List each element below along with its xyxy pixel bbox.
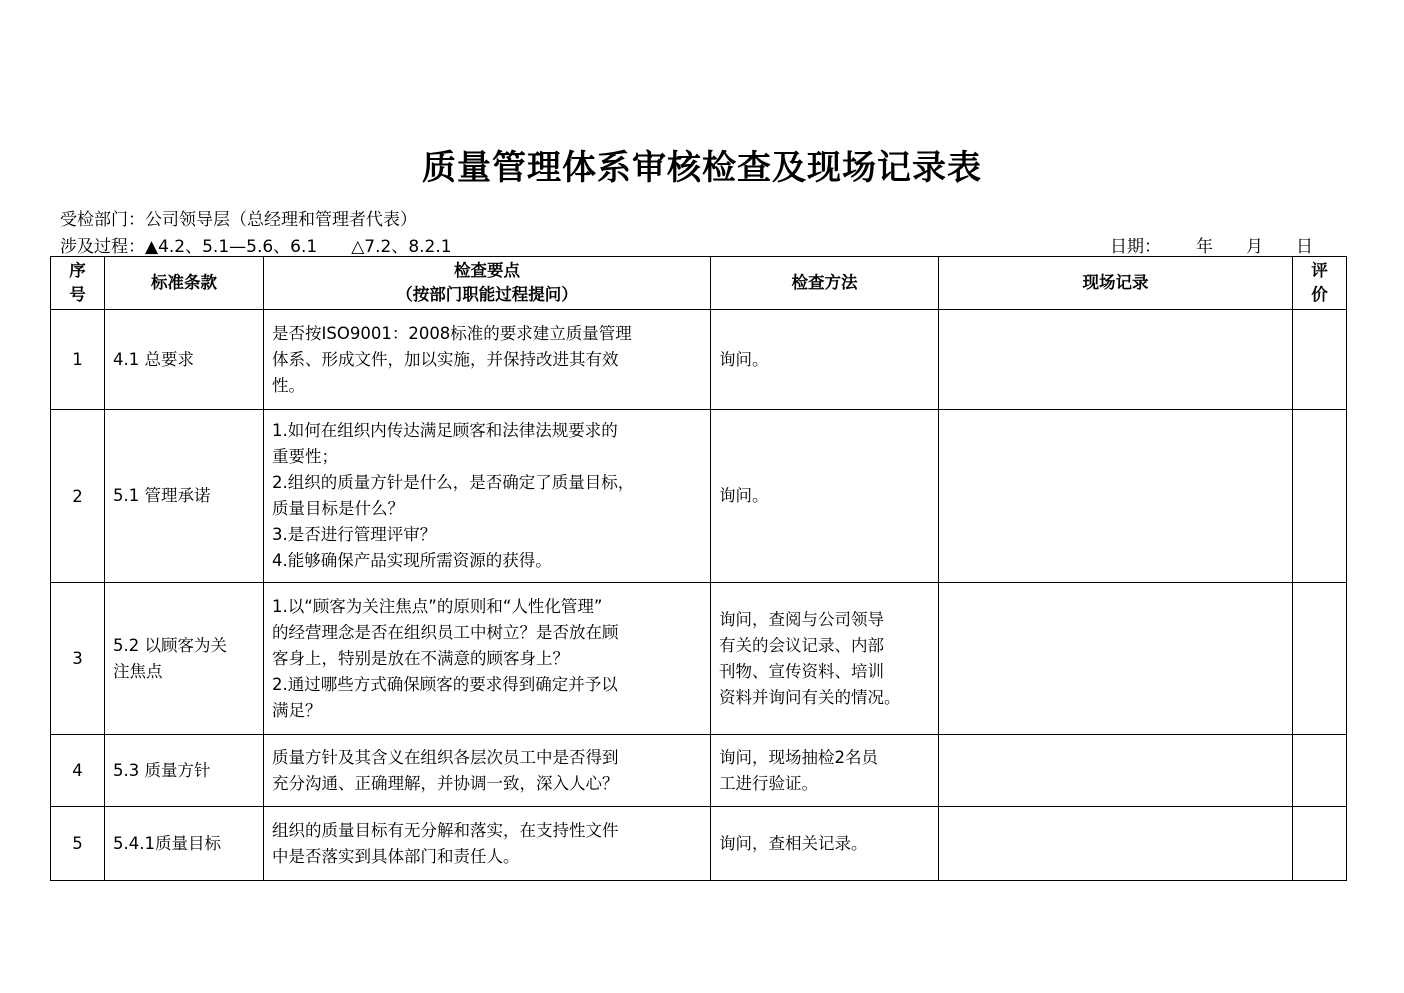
row-number: 3 <box>51 583 105 735</box>
table-row <box>51 735 1347 807</box>
inspection-points: 1.如何在组织内传达满足顾客和法律法规要求的 重要性； 2.组织的质量方针是什么，是否确定了质量目标， 质量目标是什么？ 3.是否进行管理评审？ 4.能够确保产品实现所需资源的获得。 <box>264 410 711 583</box>
row-number: 4 <box>51 735 105 807</box>
standard-clause: 4.1 总要求 <box>105 310 264 410</box>
row-number: 5 <box>51 807 105 881</box>
onsite-record-cell[interactable] <box>939 807 1293 881</box>
inspection-method: 询问，查阅与公司领导 有关的会议记录、内部 刊物、宣传资料、培训 资料并询问有关的情况。 <box>711 583 939 735</box>
evaluation-cell[interactable] <box>1293 310 1347 410</box>
date-label: 日期： <box>1110 237 1161 257</box>
header-clause: 标准条款 <box>105 257 264 310</box>
inspected-department: 受检部门：公司领导层（总经理和管理者代表） <box>60 210 417 230</box>
table-row <box>51 410 1347 583</box>
onsite-record-cell[interactable] <box>939 583 1293 735</box>
onsite-record-cell[interactable] <box>939 310 1293 410</box>
date-year: 年 <box>1196 237 1213 257</box>
table-row <box>51 807 1347 881</box>
standard-clause: 5.1 管理承诺 <box>105 410 264 583</box>
table-row <box>51 583 1347 735</box>
inspection-method: 询问，现场抽检2名员 工进行验证。 <box>711 735 939 807</box>
evaluation-cell[interactable] <box>1293 410 1347 583</box>
row-number: 1 <box>51 310 105 410</box>
inspection-method: 询问，查相关记录。 <box>711 807 939 881</box>
standard-clause: 5.2 以顾客为关 注焦点 <box>105 583 264 735</box>
inspection-points: 质量方针及其含义在组织各层次员工中是否得到 充分沟通、正确理解，并协调一致，深入人心？ <box>264 735 711 807</box>
inspection-method: 询问。 <box>711 410 939 583</box>
evaluation-cell[interactable] <box>1293 583 1347 735</box>
onsite-record-cell[interactable] <box>939 410 1293 583</box>
header-evaluation: 评 价 <box>1293 257 1347 310</box>
inspection-method: 询问。 <box>711 310 939 410</box>
audit-table <box>50 256 1347 881</box>
inspection-points: 组织的质量目标有无分解和落实，在支持性文件 中是否落实到具体部门和责任人。 <box>264 807 711 881</box>
evaluation-cell[interactable] <box>1293 807 1347 881</box>
standard-clause: 5.3 质量方针 <box>105 735 264 807</box>
header-no: 序 号 <box>51 257 105 310</box>
row-number: 2 <box>51 410 105 583</box>
standard-clause: 5.4.1质量目标 <box>105 807 264 881</box>
table-row <box>51 310 1347 410</box>
inspection-points: 是否按ISO9001：2008标准的要求建立质量管理 体系、形成文件，加以实施，并保持改进其有效 性。 <box>264 310 711 410</box>
date-month: 月 <box>1246 237 1263 257</box>
header-row <box>51 257 1347 310</box>
involved-processes: 涉及过程：▲4.2、5.1—5.6、6.1 △7.2、8.2.1 <box>60 237 452 257</box>
inspection-points: 1.以“顾客为关注焦点”的原则和“人性化管理” 的经营理念是否在组织员工中树立？是否放在顾 客身上，特别是放在不满意的顾客身上？ 2.通过哪些方式确保顾客的要求得到确定并予以 满足？ <box>264 583 711 735</box>
header-record: 现场记录 <box>939 257 1293 310</box>
header-method: 检查方法 <box>711 257 939 310</box>
evaluation-cell[interactable] <box>1293 735 1347 807</box>
date-field <box>1110 232 1313 257</box>
date-day: 日 <box>1296 237 1313 257</box>
onsite-record-cell[interactable] <box>939 735 1293 807</box>
header-points: 检查要点 （按部门职能过程提问） <box>264 257 711 310</box>
page-title: 质量管理体系审核检查及现场记录表 <box>422 148 982 188</box>
